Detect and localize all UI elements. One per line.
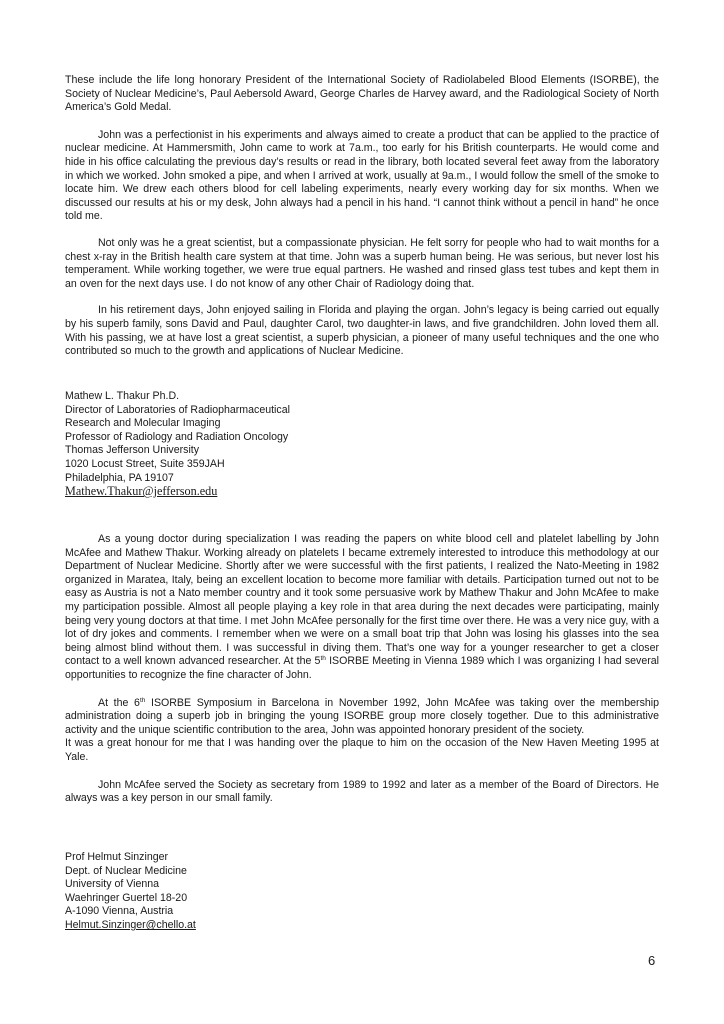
tribute-section-thakur (65, 74, 659, 359)
paragraph-young-doctor-text-end: ISORBE Meeting in Vienna 1989 which I was organizing I had several opportunities to recognize the fine character of John. (65, 655, 659, 681)
email-link-sinzinger[interactable]: Helmut.Sinzinger@chello.at (65, 918, 196, 931)
paragraph-young-doctor (65, 533, 659, 683)
page-number: 6 (648, 953, 656, 968)
paragraph-barcelona-text-end: ISORBE Symposium in Barcelona in November 1992, John McAfee was taking over the membership administration doing a superb job in bringing the young ISORBE group more closely together. Due to this administrative activity and the unique scientific contribution to the area, John was appointed honorary president of the society. (65, 696, 660, 736)
signature-title-line: Research and Molecular Imaging (65, 417, 221, 430)
signature-title-line: Director of Laboratories of Radiopharmaceutical (65, 403, 290, 416)
signature-address-line: Philadelphia, PA 19107 (65, 471, 174, 484)
signature-department: Dept. of Nuclear Medicine (65, 864, 187, 877)
signature-address-line: 1020 Locust Street, Suite 359JAH (65, 457, 225, 470)
signature-sinzinger (65, 851, 196, 933)
signature-thakur (65, 390, 290, 500)
paragraph-young-doctor-text: As a young doctor during specialization I was reading the papers on white blood cell and platelet labelling by John McAfee and Mathew Thakur. Working already on platelets I became extremely interested to introduce this methodology at our Department of Nuclear Medicine. Shortly after we were successful with the first patients, I realized the Nato-Meeting in 1982 organized in Maratea, Italy, being an excellent location to become more familiar with details. Participation turned out not to be easy as Austria is not a Nato member country and it took some persuasive work by Mathew Thakur and John McAfee to make my participation possible. Almost all people playing a key role in that area during the next decades were participating, mainly being very young doctors at that time. I met John McAfee personally for the first time over there. He was a very nice guy, with a lot of dry jokes and comments. I remember when we were on a small boat trip that John was losing his glasses into the sea being almost blind without them. I was successful in diving them. That’s one way for a younger researcher to get a closer contact to a well known advanced researcher. At the 5 (65, 533, 659, 668)
paragraph-perfectionist: John was a perfectionist in his experiments and always aimed to create a product that can be applied to the practice of nuclear medicine. At Hammersmith, John came to work at 7a.m., too early for his British counterparts. He would come and hide in his office calculating the previous day’s results or read in the library, both located several feet away from the laboratory in which we worked. John smoked a pipe, and when I arrived at work, usually at 9a.m., I would follow the smell of the smoke to locate him. We drew each others blood for cell labeling experiments, nearly every working day for six months. When we discussed our results at his or my desk, John always had a pencil in his hand. “I cannot think without a pencil in hand” he once told me. (65, 128, 659, 223)
paragraph-barcelona (65, 697, 659, 738)
signature-title-line: Professor of Radiology and Radiation Oncology (65, 430, 289, 443)
signature-address-line: Waehringer Guertel 18-20 (65, 891, 188, 904)
paragraph-retirement: In his retirement days, John enjoyed sailing in Florida and playing the organ. John’s legacy is being carried out equally by his superb family, sons David and Paul, daughter Carol, two daughter-in laws, and five grandchildren. John loved them all. With his passing, we at have lost a great scientist, a superb physician, a pioneer of many useful techniques and the one who contributed so much to the growth and applications of Nuclear Medicine. (65, 304, 659, 358)
signature-name: Mathew L. Thakur Ph.D. (65, 390, 180, 402)
paragraph-secretary: John McAfee served the Society as secretary from 1989 to 1992 and later as a member of the Board of Directors. He always was a key person in our small family. (65, 778, 659, 805)
ordinal-suffix: th (320, 655, 326, 663)
signature-name: Prof Helmut Sinzinger (65, 851, 169, 863)
tribute-section-sinzinger (65, 533, 659, 806)
ordinal-suffix: th (139, 696, 146, 704)
paragraph-new-haven: It was a great honour for me that I was handing over the plaque to him on the occasion of the New Haven Meeting 1995 at Yale. (65, 737, 659, 763)
signature-institution: University of Vienna (65, 878, 160, 891)
paragraph-barcelona-text: At the 6 (98, 696, 140, 709)
paragraph-physician: Not only was he a great scientist, but a compassionate physician. He felt sorry for people who had to wait months for a chest x-ray in the British health care system at that time. John was a superb human being. He was serious, but never lost his temperament. While working together, we were true equal partners. He washed and rinsed glass test tubes and kept them in an oven for the next days use. I do not know of any other Chair of Radiology doing that. (65, 236, 659, 290)
email-link-thakur[interactable]: Mathew.Thakur@jefferson.edu (65, 484, 218, 499)
signature-address-line: A-1090 Vienna, Austria (65, 905, 174, 918)
paragraph-awards: These include the life long honorary President of the International Society of Radiolabeled Blood Elements (ISORBE), the Society of Nuclear Medicine’s, Paul Aebersold Award, George Charles de Harvey award, and the Radiological Society of North America’s Gold Medal. (65, 74, 659, 114)
signature-institution: Thomas Jefferson University (65, 444, 200, 457)
